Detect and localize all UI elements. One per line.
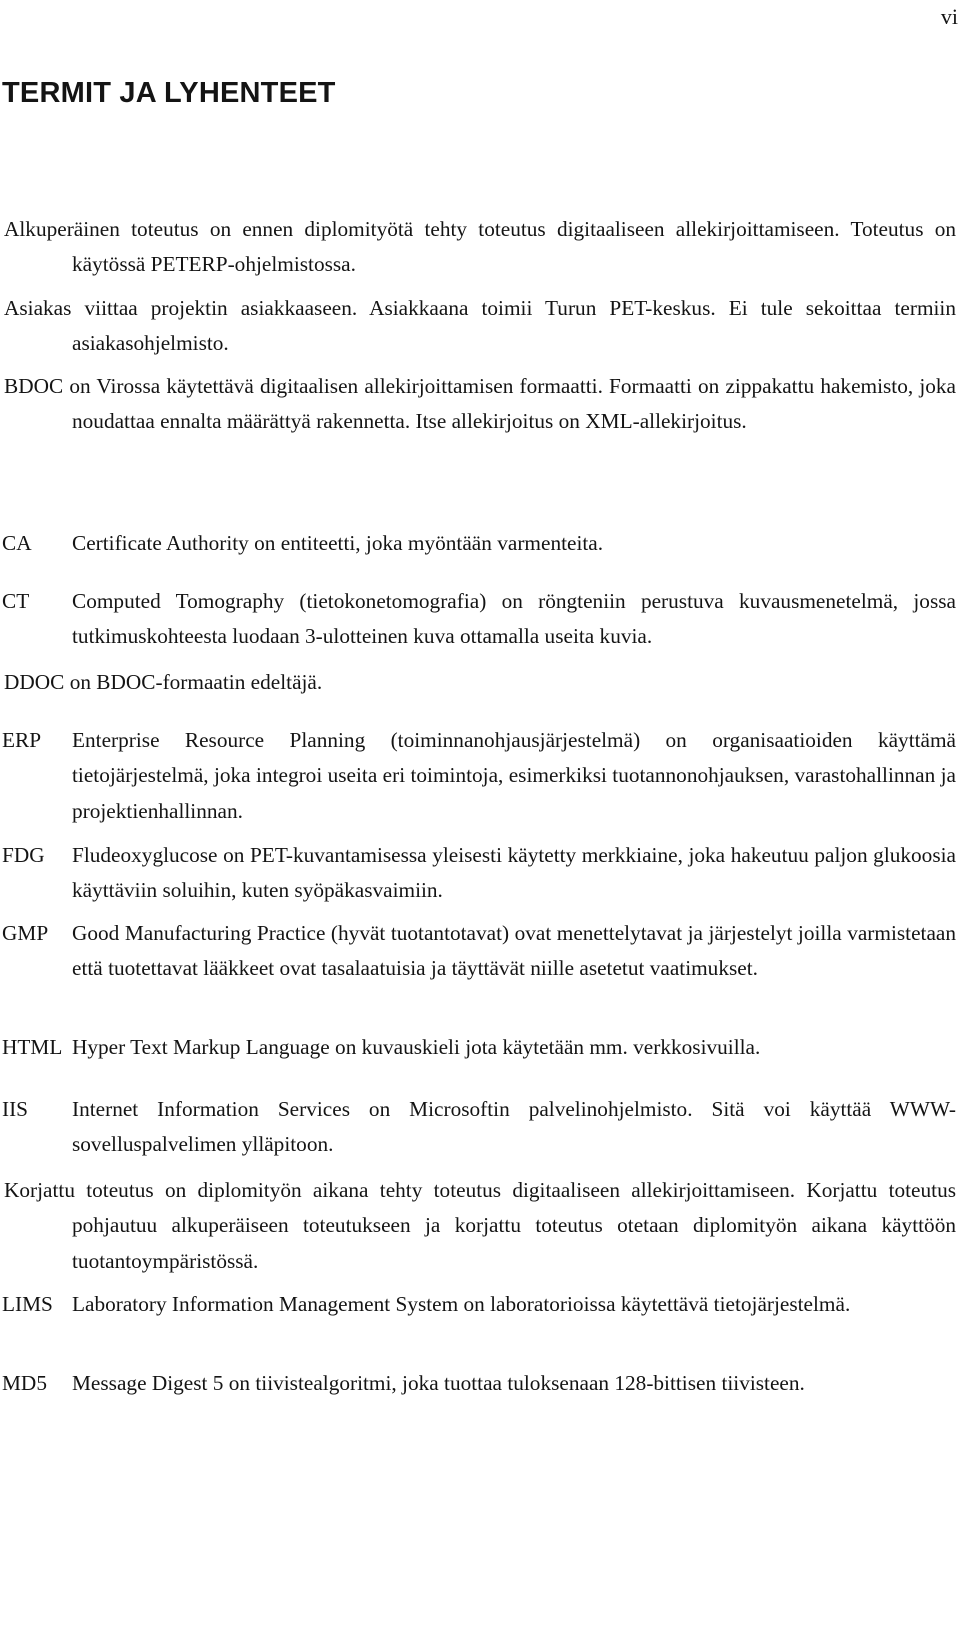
glossary-term: BDOC xyxy=(4,374,64,398)
glossary-term: CT xyxy=(2,589,30,613)
glossary-term: IIS xyxy=(2,1097,29,1121)
glossary-term: GMP xyxy=(2,921,49,945)
page-number: vi xyxy=(940,4,958,29)
glossary-term: Alkuperäinen toteutus xyxy=(4,217,199,241)
glossary-entry xyxy=(2,1030,956,1065)
glossary-entry xyxy=(2,1092,956,1163)
glossary-definition: Laboratory Information Management System on laboratorioissa käytettävä tietojärjestelmä. xyxy=(72,1292,851,1316)
glossary-entry xyxy=(2,369,956,440)
glossary-definition: on Virossa käytettävä digitaalisen allekirjoittamisen formaatti. Formaatti on zippakattu hakemisto, joka noudattaa ennalta määrättyä rakennetta. Itse allekirjoitus on XML-allekirjoitus. xyxy=(69,374,956,434)
glossary-definition: on diplomityön aikana tehty toteutus digitaaliseen allekirjoittamiseen. Korjattu toteutus pohjautuu alkuperäiseen toteutukseen ja korjattu toteutus otetaan diplomityön aikana käyttöön tuotantoympäristössä. xyxy=(72,1178,957,1273)
glossary-definition: on ennen diplomityötä tehty toteutus digitaaliseen allekirjoittamiseen. Toteutus on käytössä PETERP-ohjelmistossa. xyxy=(72,217,957,277)
glossary-entry xyxy=(2,212,956,283)
page-title: TERMIT JA LYHENTEET xyxy=(2,77,336,109)
glossary-entry xyxy=(2,1173,956,1279)
glossary-term: LIMS xyxy=(2,1292,53,1316)
glossary-entry xyxy=(2,838,956,909)
glossary-definition: Internet Information Services on Microsoftin palvelinohjelmisto. Sitä voi käyttää WWW-sovelluspalvelimen ylläpitoon. xyxy=(72,1097,956,1157)
glossary-definition: Computed Tomography (tietokonetomografia) on röngteniin perustuva kuvausmenetelmä, jossa tutkimuskohteesta luodaan 3-ulotteinen kuva ottamalla useita kuvia. xyxy=(72,589,956,649)
glossary-entry xyxy=(2,584,956,655)
glossary-definition: Fludeoxyglucose on PET-kuvantamisessa yleisesti käytetty merkkiaine, joka hakeutuu paljon glukoosia käyttäviin soluihin, kuten syöpäkasvaimiin. xyxy=(72,843,956,903)
glossary-definition: viittaa projektin asiakkaaseen. Asiakkaana toimii Turun PET-keskus. Ei tule sekoittaa termiin asiakasohjelmisto. xyxy=(72,296,956,356)
glossary-term: Asiakas xyxy=(4,296,72,320)
glossary-term: DDOC xyxy=(4,670,65,694)
glossary-term: HTML xyxy=(2,1035,63,1059)
glossary-entry xyxy=(2,1287,956,1322)
glossary-term: MD5 xyxy=(2,1371,47,1395)
glossary-definition: on BDOC-formaatin edeltäjä. xyxy=(69,670,323,694)
glossary-entry xyxy=(2,916,956,987)
glossary-term: FDG xyxy=(2,843,45,867)
glossary-definition: Good Manufacturing Practice (hyvät tuotantotavat) ovat menettelytavat ja järjestelyt joilla varmistetaan että tuotettavat lääkkeet ovat tasalaatuisia ja täyttävät niille asetetut vaatimukset. xyxy=(72,921,956,981)
glossary-term: ERP xyxy=(2,728,42,752)
glossary-definition: Enterprise Resource Planning (toiminnanohjausjärjestelmä) on organisaatioiden käyttämä tietojärjestelmä, joka integroi useita eri toimintoja, esimerkiksi tuotannonohjauksen, varastohallinnan ja projektienhallinnan. xyxy=(72,728,956,823)
glossary-entry xyxy=(2,665,956,700)
glossary-definition: Message Digest 5 on tiivistealgoritmi, joka tuottaa tuloksenaan 128-bittisen tiivisteen. xyxy=(72,1371,805,1395)
glossary-term: Korjattu toteutus xyxy=(4,1178,154,1202)
glossary-entry xyxy=(2,526,956,561)
glossary-entry xyxy=(2,723,956,829)
glossary-definition: Certificate Authority on entiteetti, joka myöntään varmenteita. xyxy=(72,531,604,555)
glossary-term: CA xyxy=(2,531,32,555)
glossary-definition: Hyper Text Markup Language on kuvauskieli jota käytetään mm. verkkosivuilla. xyxy=(72,1035,761,1059)
glossary-entry xyxy=(2,1366,956,1401)
glossary-entry xyxy=(2,291,956,362)
